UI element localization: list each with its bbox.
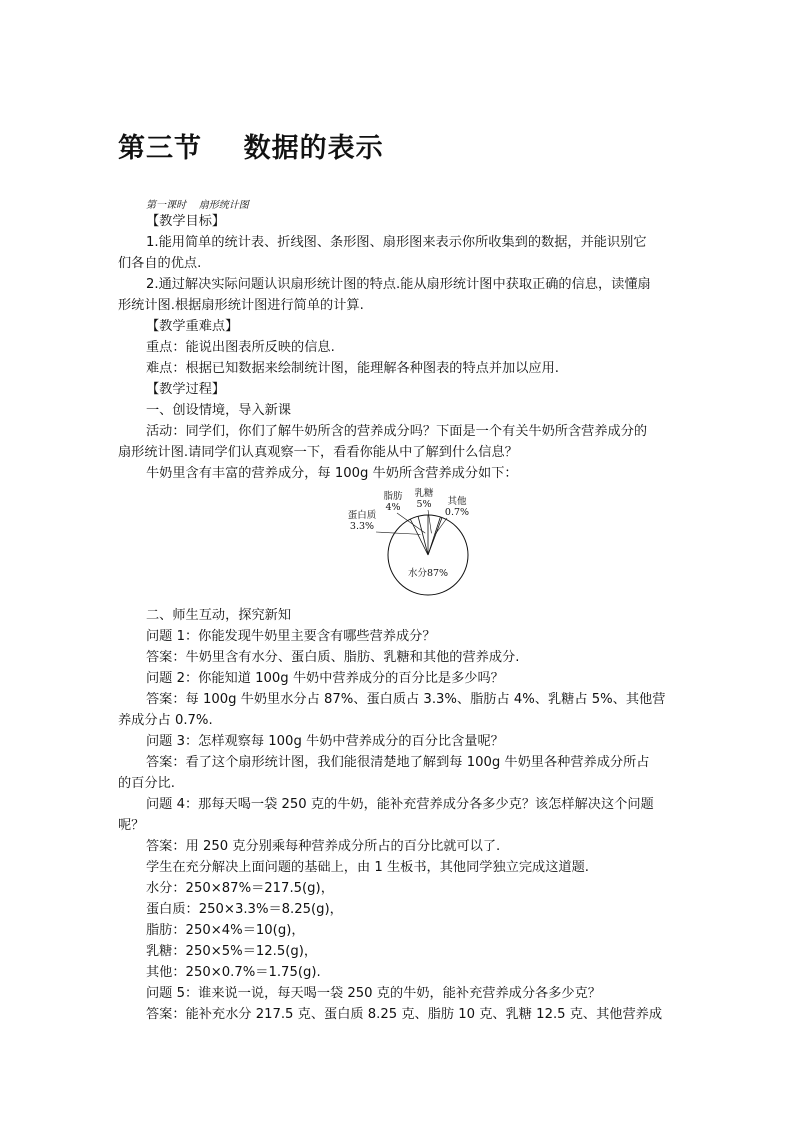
paragraph-line: 问题 2：你能知道 100g 牛奶中营养成分的百分比是多少吗？ [146, 671, 504, 686]
pie-slice-name: 蛋白质 [347, 510, 377, 521]
pie-slice-name: 脂肪 [383, 491, 403, 502]
paragraph-line: 答案：牛奶里含有水分、蛋白质、脂肪、乳糖和其他的营养成分. [146, 650, 520, 665]
calc-line: 水分：250×87%＝217.5(g)， [146, 881, 334, 896]
paragraph-line: 1.能用简单的统计表、折线图、条形图、扇形图来表示你所收集到的数据，并能识别它 [146, 235, 647, 250]
section-heading-goals: 【教学目标】 [146, 214, 226, 229]
pie-slice-label: 5% [416, 499, 432, 510]
section-heading-keypoints: 【教学重难点】 [146, 319, 239, 334]
pie-leader-line [376, 532, 420, 534]
page-title: 第三节 数据的表示 [118, 133, 384, 164]
pie-slice-name: 乳糖 [414, 488, 434, 499]
pie-slice-name: 其他 [447, 496, 467, 507]
paragraph-line: 问题 5：谁来说一说，每天喝一袋 250 克的牛奶，能补充营养成分各多少克？ [146, 986, 601, 1001]
paragraph-line: 呢？ [118, 818, 145, 833]
paragraph-line: 的百分比. [118, 776, 175, 791]
paragraph-line: 答案：每 100g 牛奶里水分占 87%、蛋白质占 3.3%、脂肪占 4%、乳糖占 5%、其他营 [146, 692, 666, 707]
paragraph-line: 扇形统计图.请同学们认真观察一下，看看你能从中了解到什么信息？ [118, 445, 518, 460]
paragraph-line: 问题 3：怎样观察每 100g 牛奶中营养成分的百分比含量呢？ [146, 734, 504, 749]
calc-line: 脂肪：250×4%＝10(g)， [146, 923, 305, 938]
paragraph-line: 答案：能补充水分 217.5 克、蛋白质 8.25 克、脂肪 10 克、乳糖 12.5 克、其他营养成 [146, 1007, 663, 1022]
paragraph-line: 问题 4：那每天喝一袋 250 克的牛奶，能补充营养成分各多少克？该怎样解决这个问题 [146, 797, 654, 812]
calc-line: 蛋白质：250×3.3%＝8.25(g)， [146, 902, 343, 917]
milk-nutrition-pie-chart [340, 484, 480, 602]
pie-slice-label: 0.7% [444, 507, 470, 518]
paragraph-line: 难点：根据已知数据来绘制统计图，能理解各种图表的特点并加以应用. [146, 361, 560, 376]
calc-line: 其他：250×0.7%＝1.75(g). [146, 965, 321, 980]
paragraph-line: 问题 1：你能发现牛奶里主要含有哪些营养成分？ [146, 629, 436, 644]
paragraph-line: 答案：用 250 克分别乘每种营养成分所占的百分比就可以了. [146, 839, 501, 854]
paragraph-line: 答案：看了这个扇形统计图，我们能很清楚地了解到每 100g 牛奶里各种营养成分所占 [146, 755, 650, 770]
pie-slice-label: 4% [385, 502, 401, 513]
pie-leader-line [428, 510, 431, 533]
paragraph-line: 养成分占 0.7%. [118, 713, 213, 728]
pie-slice-label: 3.3% [349, 521, 375, 532]
pie-slice-edge [418, 516, 428, 555]
paragraph-line: 2.通过解决实际问题认识扇形统计图的特点.能从扇形统计图中获取正确的信息，读懂扇 [146, 277, 651, 292]
paragraph-line: 牛奶里含有丰富的营养成分，每 100g 牛奶所含营养成分如下： [146, 466, 518, 481]
paragraph-line: 学生在充分解决上面问题的基础上，由 1 生板书，其他同学独立完成这道题. [146, 860, 589, 875]
section-heading-interaction: 二、师生互动，探究新知 [146, 608, 292, 623]
calc-line: 乳糖：250×5%＝12.5(g)， [146, 944, 318, 959]
paragraph-line: 活动：同学们，你们了解牛奶所含的营养成分吗？下面是一个有关牛奶所含营养成分的 [146, 424, 648, 439]
section-heading-process: 【教学过程】 [146, 382, 226, 397]
pie-slice-label: 水分87% [407, 568, 449, 579]
paragraph-line: 一、创设情境，导入新课 [146, 403, 292, 418]
paragraph-line: 形统计图.根据扇形统计图进行简单的计算. [118, 298, 364, 313]
paragraph-line: 们各自的优点. [118, 256, 202, 271]
paragraph-line: 重点：能说出图表所反映的信息. [146, 340, 335, 355]
lesson-subtitle: 第一课时 扇形统计图 [146, 200, 249, 211]
